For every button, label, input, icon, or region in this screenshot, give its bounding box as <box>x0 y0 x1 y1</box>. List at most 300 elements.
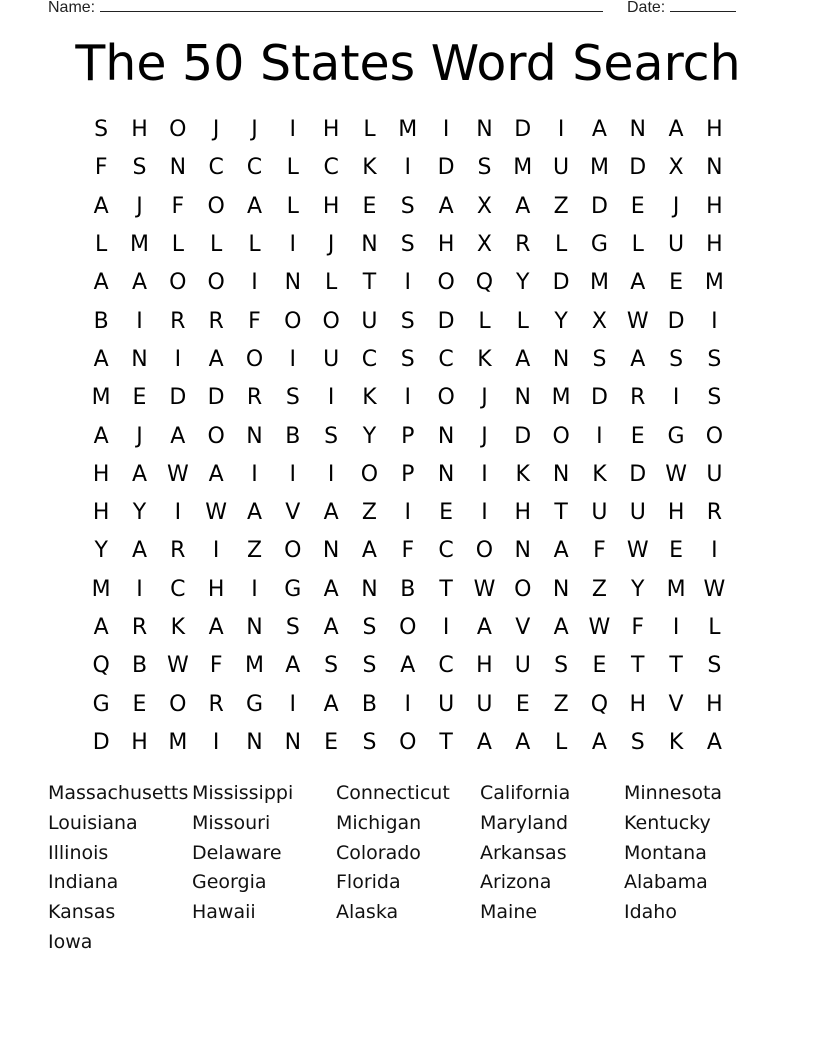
grid-letter[interactable]: W <box>473 576 496 602</box>
grid-letter[interactable]: D <box>514 117 532 143</box>
grid-row <box>82 149 734 187</box>
grid-letter[interactable]: D <box>437 308 455 334</box>
grid-letter[interactable]: I <box>711 308 718 334</box>
grid-letter[interactable]: I <box>251 270 258 296</box>
grid-letter[interactable]: U <box>476 691 493 717</box>
grid-letter[interactable]: D <box>207 385 225 411</box>
grid-letter[interactable]: A <box>476 615 492 640</box>
grid-letter[interactable]: I <box>289 346 297 372</box>
grid-letter[interactable]: M <box>130 232 149 258</box>
grid-letter[interactable]: B <box>131 653 148 679</box>
grid-letter[interactable]: T <box>439 576 453 602</box>
grid-letter[interactable]: S <box>362 615 377 640</box>
grid-letter[interactable]: E <box>669 538 684 564</box>
grid-letter[interactable]: T <box>439 729 453 755</box>
grid-letter[interactable]: I <box>442 615 450 640</box>
grid-letter[interactable]: E <box>592 653 607 679</box>
grid-letter[interactable]: R <box>170 308 186 334</box>
grid-letter[interactable]: E <box>630 423 645 449</box>
grid-letter[interactable]: O <box>705 423 724 449</box>
grid-letter[interactable]: H <box>322 117 340 143</box>
grid-letter[interactable]: W <box>626 308 649 334</box>
grid-letter[interactable]: X <box>668 155 684 181</box>
grid-letter[interactable]: E <box>515 691 530 717</box>
grid-letter[interactable]: C <box>361 346 378 372</box>
grid-letter[interactable]: S <box>477 155 492 181</box>
grid-letter[interactable]: E <box>132 385 147 411</box>
grid-letter[interactable]: M <box>589 155 609 181</box>
grid-letter[interactable]: V <box>515 615 531 640</box>
grid-letter[interactable]: O <box>169 691 187 717</box>
grid-letter[interactable]: N <box>437 461 455 487</box>
grid-letter[interactable]: H <box>667 500 685 526</box>
grid-letter[interactable]: U <box>323 346 340 372</box>
grid-letter[interactable]: H <box>131 729 148 755</box>
grid-letter[interactable]: D <box>169 385 187 411</box>
grid-letter[interactable]: U <box>361 308 378 334</box>
grid-letter[interactable]: W <box>626 538 649 564</box>
grid-letter[interactable]: K <box>362 155 377 181</box>
grid-letter[interactable]: A <box>131 461 148 487</box>
grid-letter[interactable]: A <box>361 538 377 564</box>
grid-letter[interactable]: R <box>515 232 531 258</box>
grid-letter[interactable]: U <box>629 500 646 526</box>
grid-letter[interactable]: N <box>246 615 263 640</box>
grid-letter[interactable]: C <box>323 155 339 181</box>
grid-letter[interactable]: V <box>285 500 301 526</box>
grid-letter[interactable]: L <box>516 308 529 334</box>
grid-letter[interactable]: F <box>401 538 415 564</box>
grid-letter[interactable]: C <box>438 653 454 679</box>
grid-letter[interactable]: M <box>513 155 533 181</box>
grid-letter[interactable]: J <box>212 117 220 143</box>
grid-letter[interactable]: O <box>360 461 379 487</box>
grid-letter[interactable]: R <box>170 538 186 564</box>
grid-letter[interactable]: N <box>361 232 378 258</box>
grid-letter[interactable]: J <box>672 193 680 219</box>
grid-letter[interactable]: Z <box>553 691 569 717</box>
grid-letter[interactable]: A <box>400 653 416 679</box>
grid-letter[interactable]: A <box>591 117 607 143</box>
grid-letter[interactable]: A <box>93 346 109 372</box>
grid-letter[interactable]: G <box>667 423 685 449</box>
grid-letter[interactable]: M <box>91 385 111 411</box>
grid-letter[interactable]: I <box>251 576 258 602</box>
date-blank[interactable] <box>670 0 736 12</box>
grid-letter[interactable]: C <box>438 538 454 564</box>
grid-letter[interactable]: Z <box>553 193 569 219</box>
grid-letter[interactable]: K <box>668 729 684 755</box>
grid-letter[interactable]: D <box>590 385 608 411</box>
grid-letter[interactable]: T <box>631 653 645 679</box>
grid-letter[interactable]: M <box>91 576 111 602</box>
grid-letter[interactable]: M <box>589 270 609 296</box>
grid-letter[interactable]: M <box>398 117 418 143</box>
grid-letter[interactable]: D <box>629 155 647 181</box>
grid-letter[interactable]: Q <box>590 691 609 717</box>
grid-letter[interactable]: A <box>208 615 224 640</box>
grid-letter[interactable]: O <box>322 308 340 334</box>
grid-letter[interactable]: B <box>285 423 301 449</box>
grid-letter[interactable]: I <box>672 385 680 411</box>
grid-letter[interactable]: J <box>327 232 335 258</box>
grid-letter[interactable]: D <box>629 461 647 487</box>
grid-letter[interactable]: U <box>553 155 570 181</box>
grid-letter[interactable]: I <box>596 423 603 449</box>
grid-letter[interactable]: T <box>669 653 683 679</box>
grid-letter[interactable]: I <box>212 729 220 755</box>
grid-letter[interactable]: E <box>362 193 377 219</box>
grid-letter[interactable]: Z <box>361 500 377 526</box>
grid-letter[interactable]: N <box>552 346 570 372</box>
grid-letter[interactable]: A <box>208 461 224 487</box>
grid-letter[interactable]: F <box>209 653 223 679</box>
grid-letter[interactable]: I <box>672 615 680 640</box>
grid-letter[interactable]: I <box>174 346 182 372</box>
grid-letter[interactable]: I <box>404 270 412 296</box>
grid-letter[interactable]: K <box>592 461 607 487</box>
grid-letter[interactable]: L <box>554 729 568 755</box>
grid-letter[interactable]: I <box>481 461 488 487</box>
grid-letter[interactable]: M <box>551 385 571 411</box>
grid-letter[interactable]: B <box>400 576 416 602</box>
grid-letter[interactable]: L <box>631 232 644 258</box>
grid-letter[interactable]: N <box>284 270 302 296</box>
grid-letter[interactable]: Q <box>475 270 494 296</box>
grid-letter[interactable]: I <box>404 691 412 717</box>
grid-letter[interactable]: Y <box>554 308 568 334</box>
grid-letter[interactable]: W <box>703 576 726 602</box>
grid-letter[interactable]: J <box>481 423 488 449</box>
grid-letter[interactable]: A <box>476 729 492 755</box>
grid-letter[interactable]: K <box>477 346 492 372</box>
grid-letter[interactable]: O <box>399 615 417 640</box>
grid-letter[interactable]: O <box>475 538 494 564</box>
grid-letter[interactable]: O <box>169 270 187 296</box>
grid-letter[interactable]: Z <box>591 576 607 602</box>
grid-letter[interactable]: R <box>208 308 224 334</box>
grid-letter[interactable]: M <box>704 270 724 296</box>
grid-letter[interactable]: L <box>478 308 491 334</box>
grid-letter[interactable]: H <box>629 691 647 717</box>
grid-letter[interactable]: S <box>285 385 300 411</box>
grid-letter[interactable]: L <box>210 232 223 258</box>
grid-letter[interactable]: E <box>669 270 684 296</box>
grid-letter[interactable]: L <box>325 270 338 296</box>
grid-letter[interactable]: I <box>136 576 143 602</box>
grid-letter[interactable]: E <box>630 193 645 219</box>
grid-letter[interactable]: A <box>706 729 722 755</box>
grid-letter[interactable]: A <box>131 538 148 564</box>
grid-letter[interactable]: S <box>592 346 607 372</box>
grid-letter[interactable]: A <box>323 691 339 717</box>
grid-letter[interactable]: N <box>246 423 263 449</box>
grid-letter[interactable]: L <box>554 232 568 258</box>
grid-letter[interactable]: K <box>515 461 530 487</box>
grid-letter[interactable]: G <box>590 232 608 258</box>
grid-letter[interactable]: Y <box>516 270 530 296</box>
name-blank[interactable] <box>100 0 603 12</box>
grid-letter[interactable]: A <box>93 270 109 296</box>
grid-letter[interactable]: V <box>668 691 684 717</box>
name-label: Name: <box>48 0 96 16</box>
grid-letter[interactable]: A <box>438 193 454 219</box>
grid-letter[interactable]: S <box>707 346 722 372</box>
grid-letter[interactable]: A <box>553 615 569 640</box>
grid-letter[interactable]: M <box>244 653 264 679</box>
word-list-item: Mississippi <box>192 782 294 804</box>
grid-letter[interactable]: A <box>515 193 531 219</box>
grid-letter[interactable]: I <box>404 385 412 411</box>
grid-letter[interactable]: N <box>514 385 531 411</box>
grid-letter[interactable]: W <box>166 461 189 487</box>
grid-letter[interactable]: D <box>92 729 110 755</box>
grid-row <box>82 456 734 494</box>
grid-letter[interactable]: D <box>437 155 455 181</box>
grid-letter[interactable]: A <box>630 346 646 372</box>
grid-letter[interactable]: F <box>593 538 606 564</box>
grid-letter[interactable]: U <box>438 691 455 717</box>
grid-letter[interactable]: L <box>171 232 184 258</box>
grid-letter[interactable]: D <box>552 270 570 296</box>
grid-letter[interactable]: H <box>706 232 723 258</box>
grid-letter[interactable]: F <box>94 155 108 181</box>
grid-letter[interactable]: Y <box>631 576 645 602</box>
grid-letter[interactable]: E <box>132 691 147 717</box>
grid-letter[interactable]: O <box>552 423 570 449</box>
grid-letter[interactable]: O <box>207 270 225 296</box>
grid-letter[interactable]: S <box>362 653 377 679</box>
grid-letter[interactable]: A <box>323 500 339 526</box>
grid-letter[interactable]: F <box>631 615 645 640</box>
grid-letter[interactable]: J <box>136 423 143 449</box>
grid-letter[interactable]: G <box>245 691 263 717</box>
grid-letter[interactable]: A <box>285 653 301 679</box>
grid-letter[interactable]: R <box>208 691 224 717</box>
grid-letter[interactable]: K <box>170 615 186 640</box>
word-list-item: Kentucky <box>624 811 711 834</box>
grid-letter[interactable]: X <box>591 308 607 334</box>
grid-letter[interactable]: H <box>437 232 455 258</box>
grid-letter[interactable]: L <box>286 193 299 219</box>
grid-letter[interactable]: S <box>285 615 300 640</box>
grid-letter[interactable]: S <box>324 423 339 449</box>
grid-letter[interactable]: H <box>322 193 340 219</box>
grid-letter[interactable]: S <box>707 653 722 679</box>
grid-letter[interactable]: A <box>131 270 148 296</box>
grid-letter[interactable]: S <box>400 232 415 258</box>
grid-letter[interactable]: C <box>246 155 263 181</box>
grid-letter[interactable]: U <box>668 232 685 258</box>
grid-letter[interactable]: R <box>630 385 646 411</box>
grid-letter[interactable]: F <box>171 193 185 219</box>
grid-letter[interactable]: A <box>515 346 531 372</box>
grid-letter[interactable]: N <box>284 729 302 755</box>
grid-letter[interactable]: G <box>92 691 110 717</box>
grid-letter[interactable]: Q <box>92 653 110 679</box>
grid-letter[interactable]: H <box>131 117 148 143</box>
grid-letter[interactable]: C <box>438 346 454 372</box>
grid-letter[interactable]: O <box>207 193 225 219</box>
grid-letter[interactable]: X <box>476 193 492 219</box>
grid-letter[interactable]: N <box>437 423 455 449</box>
grid-letter[interactable]: A <box>553 538 569 564</box>
grid-letter[interactable]: M <box>168 729 188 755</box>
grid-row <box>82 724 734 762</box>
grid-letter[interactable]: H <box>706 193 723 219</box>
grid-letter[interactable]: L <box>286 155 299 181</box>
word-list-item: Delaware <box>192 841 282 864</box>
grid-letter[interactable]: I <box>289 117 297 143</box>
grid-letter[interactable]: H <box>476 653 493 679</box>
grid-letter[interactable]: A <box>246 500 262 526</box>
grid-letter[interactable]: O <box>437 385 455 411</box>
grid-letter[interactable]: H <box>92 461 110 487</box>
grid-letter[interactable]: A <box>323 615 339 640</box>
grid-letter[interactable]: A <box>668 117 684 143</box>
grid-letter[interactable]: O <box>207 423 225 449</box>
grid-letter[interactable]: K <box>362 385 377 411</box>
grid-letter[interactable]: Y <box>94 538 108 564</box>
grid-letter[interactable]: W <box>166 653 189 679</box>
grid-letter[interactable]: L <box>95 232 108 258</box>
grid-letter[interactable]: I <box>404 500 412 526</box>
grid-letter[interactable]: N <box>246 729 263 755</box>
grid-letter[interactable]: W <box>665 461 687 487</box>
grid-letter[interactable]: A <box>208 346 224 372</box>
grid-letter[interactable]: B <box>361 691 377 717</box>
grid-letter[interactable]: O <box>169 117 187 143</box>
grid-letter[interactable]: J <box>251 117 258 143</box>
grid-letter[interactable]: L <box>708 615 721 640</box>
grid-letter[interactable]: A <box>630 270 646 296</box>
grid-letter[interactable]: N <box>322 538 340 564</box>
grid-letter[interactable]: B <box>93 308 109 334</box>
grid-letter[interactable]: O <box>514 576 532 602</box>
grid-letter[interactable]: N <box>131 346 148 372</box>
grid-letter[interactable]: I <box>327 385 335 411</box>
grid-letter[interactable]: S <box>400 346 415 372</box>
grid-letter[interactable]: H <box>92 500 110 526</box>
grid-letter[interactable]: Z <box>246 538 263 564</box>
grid-letter[interactable]: H <box>514 500 532 526</box>
grid-letter[interactable]: N <box>169 155 187 181</box>
grid-letter[interactable]: I <box>711 538 718 564</box>
grid-letter[interactable]: A <box>591 729 607 755</box>
grid-letter[interactable]: J <box>136 193 143 219</box>
grid-letter[interactable]: N <box>514 538 531 564</box>
grid-letter[interactable]: W <box>588 615 611 640</box>
grid-letter[interactable]: U <box>706 461 723 487</box>
grid-letter[interactable]: E <box>439 500 454 526</box>
grid-letter[interactable]: N <box>629 117 646 143</box>
grid-letter[interactable]: Y <box>362 423 377 449</box>
grid-letter[interactable]: N <box>552 576 570 602</box>
grid-letter[interactable]: U <box>591 500 608 526</box>
grid-letter[interactable]: D <box>590 193 608 219</box>
grid-letter[interactable]: T <box>554 500 568 526</box>
grid-letter[interactable]: O <box>399 729 417 755</box>
grid-letter[interactable]: S <box>400 308 415 334</box>
grid-letter[interactable]: N <box>476 117 493 143</box>
grid-letter[interactable]: R <box>706 500 723 526</box>
grid-letter[interactable]: I <box>289 691 297 717</box>
grid-letter[interactable]: C <box>208 155 224 181</box>
grid-letter[interactable]: H <box>207 576 225 602</box>
grid-letter[interactable]: A <box>323 576 339 602</box>
grid-letter[interactable]: A <box>93 615 109 640</box>
grid-letter[interactable]: F <box>248 308 261 334</box>
grid-letter[interactable]: I <box>289 232 297 258</box>
grid-letter[interactable]: H <box>706 117 723 143</box>
grid-letter[interactable]: O <box>245 346 264 372</box>
grid-letter[interactable]: G <box>284 576 302 602</box>
grid-letter[interactable]: S <box>630 729 645 755</box>
grid-letter[interactable]: I <box>327 461 335 487</box>
grid-letter[interactable]: W <box>205 500 228 526</box>
grid-letter[interactable]: O <box>284 308 302 334</box>
grid-letter[interactable]: I <box>289 461 297 487</box>
grid-letter[interactable]: S <box>554 653 569 679</box>
grid-letter[interactable]: A <box>515 729 531 755</box>
grid-letter[interactable]: A <box>93 193 109 219</box>
grid-letter[interactable]: A <box>93 423 109 449</box>
grid-letter[interactable]: R <box>246 385 263 411</box>
grid-letter[interactable]: I <box>174 500 182 526</box>
grid-row <box>82 685 734 723</box>
grid-letter[interactable]: D <box>514 423 532 449</box>
grid-letter[interactable]: Y <box>132 500 147 526</box>
grid-letter[interactable]: U <box>514 653 531 679</box>
grid-letter[interactable]: A <box>170 423 186 449</box>
grid-letter[interactable]: P <box>401 461 415 487</box>
grid-letter[interactable]: S <box>400 193 415 219</box>
grid-letter[interactable]: J <box>481 385 488 411</box>
grid-letter[interactable]: N <box>706 155 723 181</box>
grid-row <box>82 341 734 379</box>
grid-letter[interactable]: I <box>136 308 143 334</box>
grid-letter[interactable]: I <box>404 155 412 181</box>
grid-letter[interactable]: T <box>362 270 377 296</box>
grid-letter[interactable]: S <box>132 155 147 181</box>
grid-letter[interactable]: N <box>361 576 378 602</box>
grid-letter[interactable]: M <box>666 576 686 602</box>
grid-letter[interactable]: I <box>442 117 450 143</box>
grid-letter[interactable]: D <box>667 308 685 334</box>
grid-letter[interactable]: N <box>552 461 570 487</box>
grid-letter[interactable]: I <box>212 538 220 564</box>
grid-letter[interactable]: S <box>707 385 722 411</box>
grid-letter[interactable]: H <box>706 691 723 717</box>
grid-letter[interactable]: S <box>362 729 377 755</box>
grid-letter[interactable]: E <box>324 729 339 755</box>
grid-letter[interactable]: S <box>324 653 339 679</box>
grid-letter[interactable]: C <box>170 576 186 602</box>
grid-letter[interactable]: O <box>284 538 302 564</box>
grid-letter[interactable]: P <box>401 423 415 449</box>
grid-letter[interactable]: I <box>251 461 258 487</box>
grid-letter[interactable]: S <box>669 346 684 372</box>
grid-letter[interactable]: R <box>131 615 148 640</box>
grid-letter[interactable]: L <box>363 117 376 143</box>
grid-letter[interactable]: L <box>248 232 261 258</box>
grid-letter[interactable]: I <box>481 500 488 526</box>
grid-letter[interactable]: A <box>246 193 262 219</box>
grid-letter[interactable]: O <box>437 270 455 296</box>
grid-letter[interactable]: I <box>557 117 565 143</box>
grid-letter[interactable]: S <box>94 117 109 143</box>
grid-letter[interactable]: X <box>476 232 492 258</box>
